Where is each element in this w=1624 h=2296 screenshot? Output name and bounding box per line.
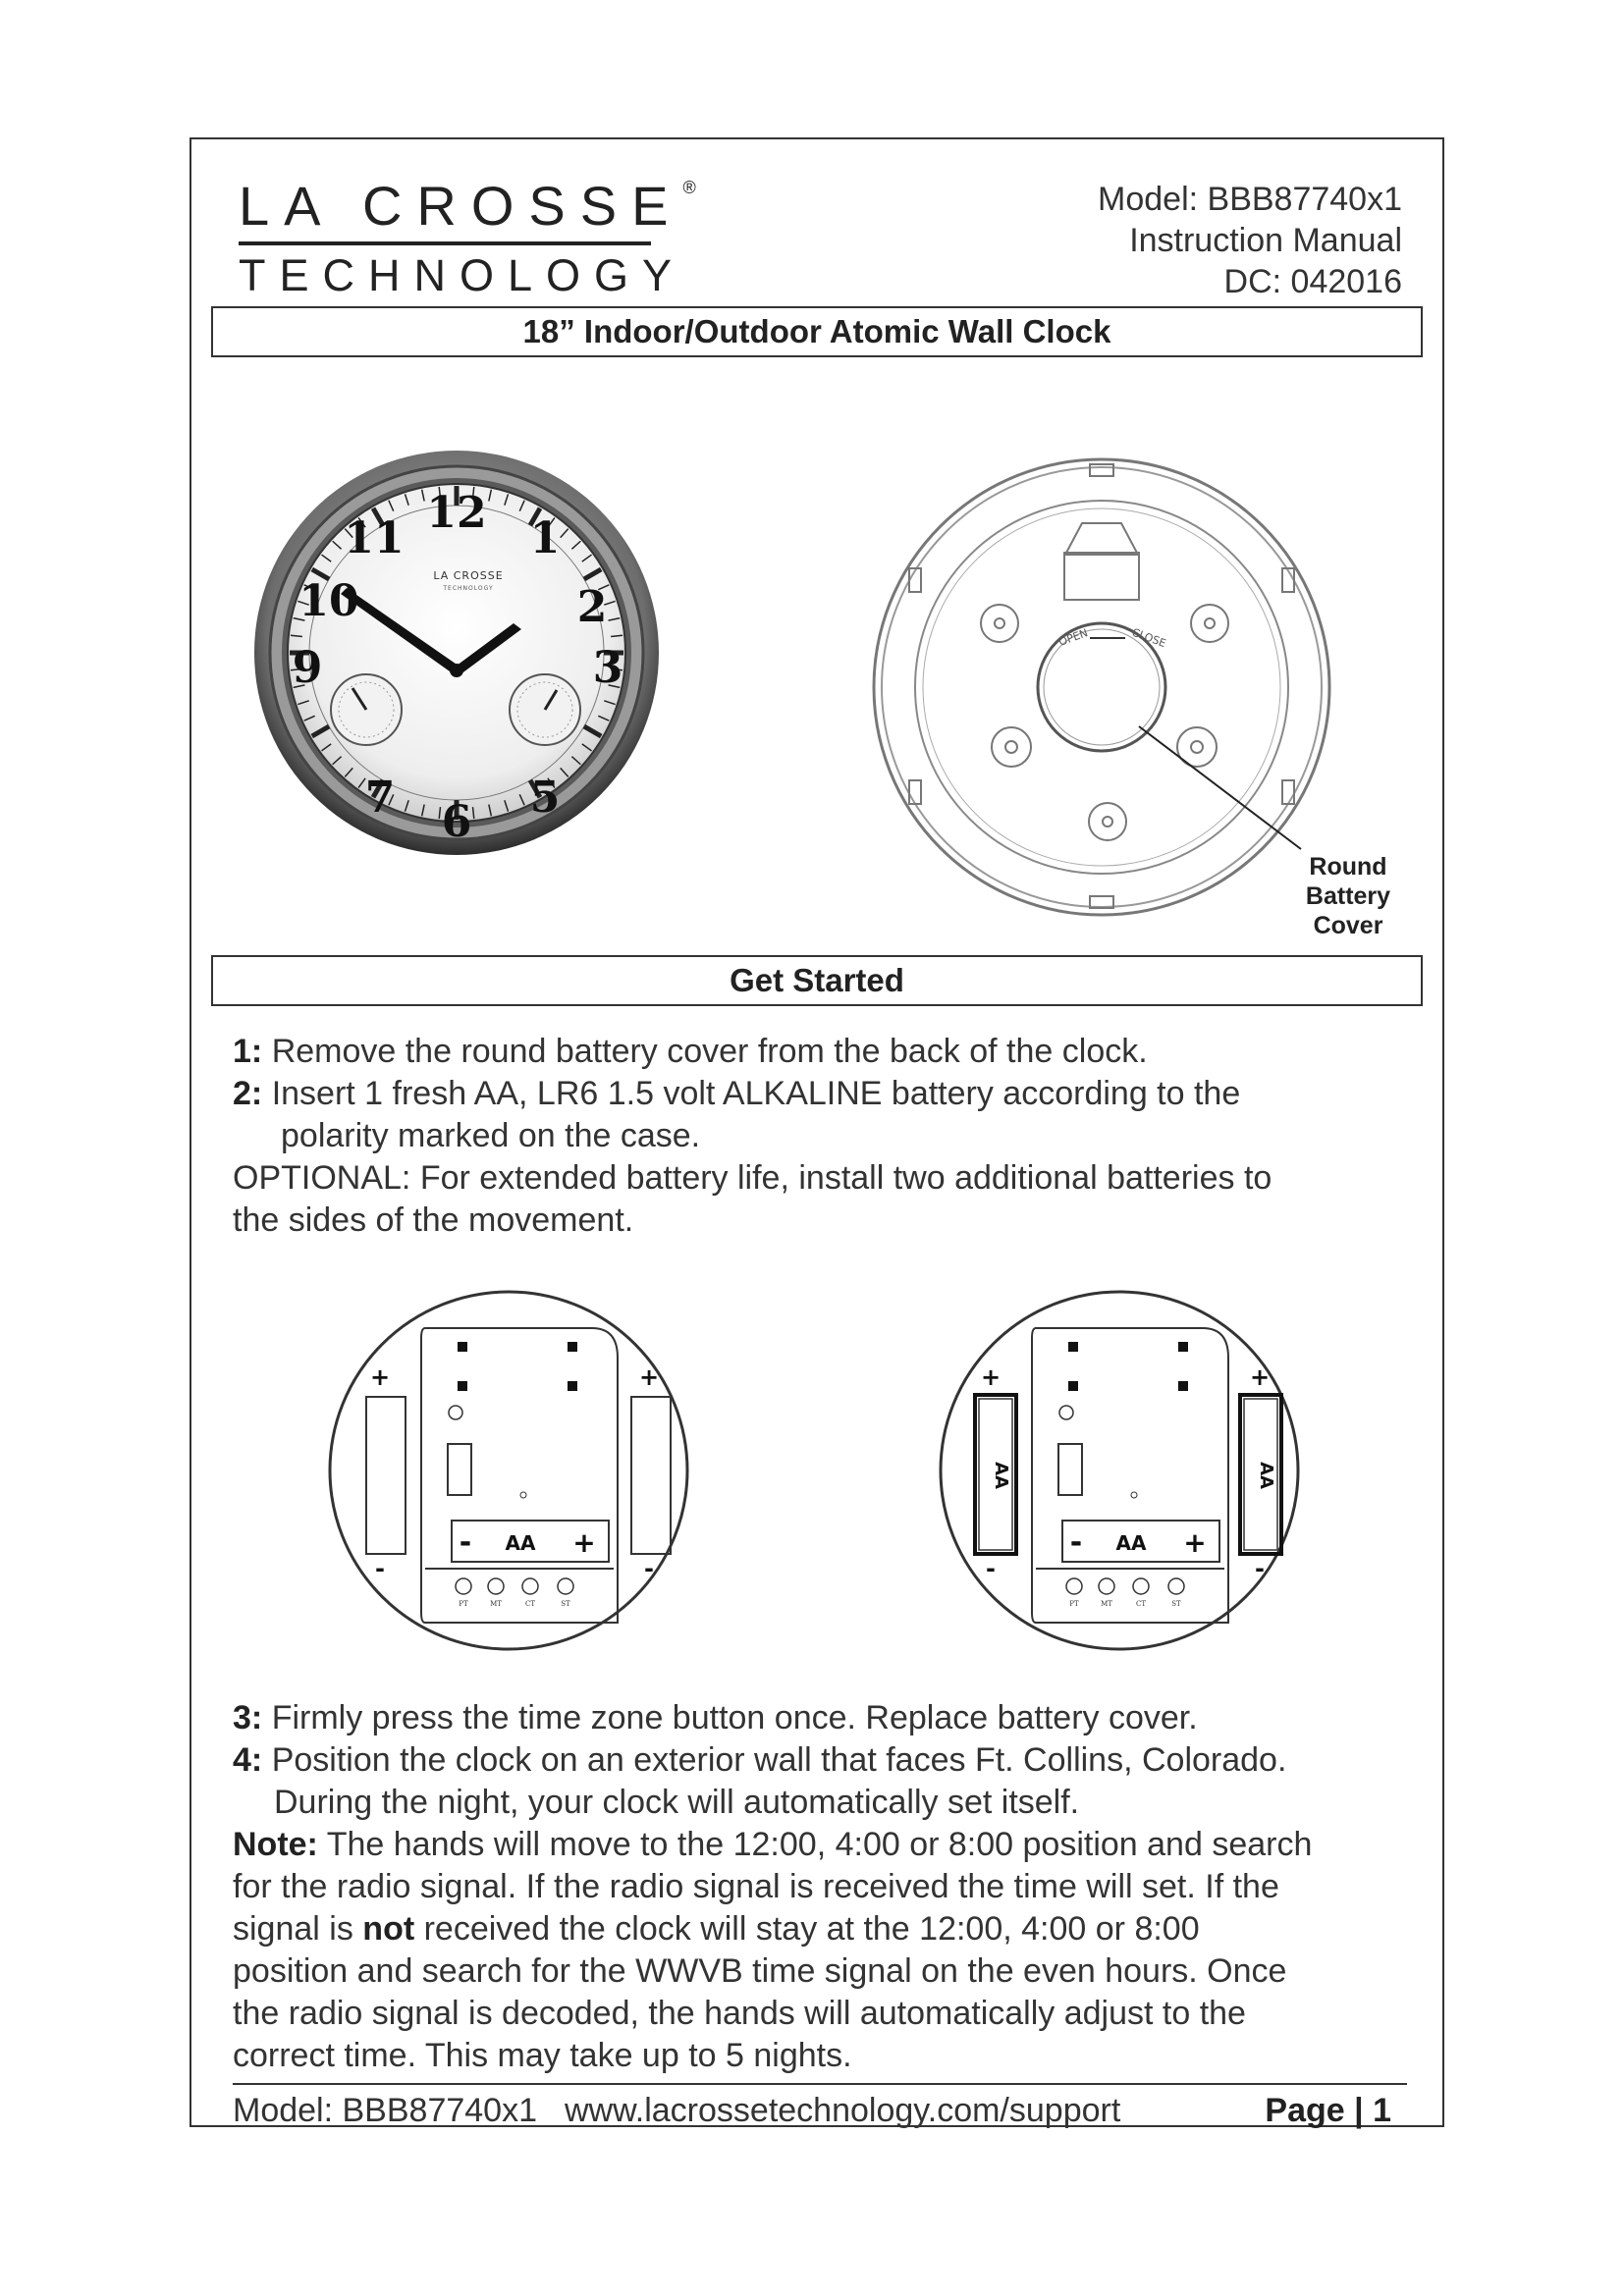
numeral-1: 1 xyxy=(529,513,561,563)
numeral-12: 12 xyxy=(426,488,487,538)
note-line-3: signal is not received the clock will stay at the 12:00, 4:00 or 8:00 xyxy=(233,1910,1200,1948)
model-label: Model: BBB87740x1 xyxy=(1098,181,1402,218)
left-slot-plus: + xyxy=(369,1363,391,1391)
right-slot-minus: - xyxy=(644,1555,654,1582)
btn-mt: MT xyxy=(1101,1600,1112,1608)
aa-plus: + xyxy=(1183,1526,1207,1559)
note-line-6: correct time. This may take up to 5 nights. xyxy=(233,2037,852,2074)
left-slot-minus: - xyxy=(986,1555,996,1582)
step-4: 4: Position the clock on an exterior wall that faces Ft. Collins, Colorado. xyxy=(233,1741,1287,1779)
face-brand-bottom: TECHNOLOGY xyxy=(443,585,494,592)
left-battery-label: AA xyxy=(991,1462,1011,1489)
left-slot-plus: + xyxy=(980,1363,1001,1391)
hygrometer-gauge xyxy=(510,674,580,745)
battery-diagram-empty xyxy=(327,1279,690,1662)
btn-pt: PT xyxy=(459,1600,468,1608)
rim-tabs xyxy=(909,464,1294,908)
aa-plus: + xyxy=(572,1526,596,1559)
note-line-1: Note: The hands will move to the 12:00, 4:00 or 8:00 position and search xyxy=(233,1826,1313,1863)
hang-hook xyxy=(1064,523,1139,600)
numeral-10: 10 xyxy=(298,576,359,626)
numeral-2: 2 xyxy=(576,582,608,632)
thermometer-gauge xyxy=(331,674,402,745)
btn-st: ST xyxy=(1171,1600,1181,1608)
right-battery-label: AA xyxy=(1256,1462,1276,1489)
logo-rule xyxy=(239,241,651,245)
step-2: 2: Insert 1 fresh AA, LR6 1.5 volt ALKALINE battery according to the xyxy=(233,1075,1241,1112)
right-slot-minus: - xyxy=(1255,1555,1265,1582)
face-brand-top: LA CROSSE xyxy=(433,569,504,582)
numeral-7: 7 xyxy=(364,773,396,823)
footer-rule xyxy=(233,2083,1407,2085)
footer-model: Model: BBB87740x1 xyxy=(233,2092,537,2129)
numeral-6: 6 xyxy=(441,797,472,847)
right-slot-plus: + xyxy=(1249,1363,1271,1391)
back-screws xyxy=(981,605,1228,840)
aa-minus: - xyxy=(459,1525,472,1560)
aa-label: AA xyxy=(505,1531,536,1555)
numeral-9: 9 xyxy=(292,643,323,693)
brand-logo xyxy=(239,175,696,300)
model-info xyxy=(1098,179,1402,302)
get-started-heading: Get Started xyxy=(211,955,1423,1006)
numeral-11: 11 xyxy=(344,513,405,563)
step-4-continuation: During the night, your clock will automatically set itself. xyxy=(274,1784,1080,1821)
logo-bottom-text: TECHNOLOGY xyxy=(239,250,686,300)
numeral-5: 5 xyxy=(529,773,561,823)
btn-mt: MT xyxy=(490,1600,502,1608)
step-1: 1: Remove the round battery cover from the back of the clock. xyxy=(233,1033,1148,1070)
clock-back-illustration xyxy=(854,447,1365,957)
optional-line-2: the sides of the movement. xyxy=(233,1201,634,1239)
aa-label: AA xyxy=(1115,1531,1147,1555)
page-number: Page | 1 xyxy=(1265,2092,1391,2129)
left-slot-minus: - xyxy=(375,1555,385,1582)
page-footer xyxy=(233,2087,1391,2134)
aa-minus: - xyxy=(1069,1525,1083,1560)
numeral-3: 3 xyxy=(592,643,623,693)
doc-type: Instruction Manual xyxy=(1129,222,1402,259)
dc-code: DC: 042016 xyxy=(1223,263,1402,300)
note-line-2: for the radio signal. If the radio signal is received the time will set. If the xyxy=(233,1868,1279,1905)
clock-front-illustration xyxy=(250,447,663,859)
steps-part-a xyxy=(233,1031,1411,1242)
step-3: 3: Firmly press the time zone button once. Replace battery cover. xyxy=(233,1699,1198,1736)
btn-ct: CT xyxy=(524,1600,536,1608)
support-link[interactable]: www.lacrossetechnology.com/support xyxy=(564,2092,1121,2129)
product-title: 18” Indoor/Outdoor Atomic Wall Clock xyxy=(211,306,1423,357)
step-2-continuation: polarity marked on the case. xyxy=(281,1117,701,1154)
right-slot-plus: + xyxy=(638,1363,660,1391)
open-label: OPEN xyxy=(1056,626,1090,649)
battery-cover-callout: Round Battery Cover xyxy=(1305,853,1391,939)
optional-line-1: OPTIONAL: For extended battery life, install two additional batteries to xyxy=(233,1159,1272,1197)
steps-part-b xyxy=(233,1697,1411,2077)
btn-pt: PT xyxy=(1069,1600,1079,1608)
note-line-5: the radio signal is decoded, the hands will automatically adjust to the xyxy=(233,1995,1246,2032)
logo-top-text: LA CROSSE® xyxy=(239,175,696,237)
btn-ct: CT xyxy=(1135,1600,1147,1608)
close-label: CLOSE xyxy=(1129,625,1168,651)
battery-diagram-installed xyxy=(938,1279,1301,1662)
note-line-4: position and search for the WWVB time signal on the even hours. Once xyxy=(233,1952,1287,1990)
btn-st: ST xyxy=(561,1600,570,1608)
